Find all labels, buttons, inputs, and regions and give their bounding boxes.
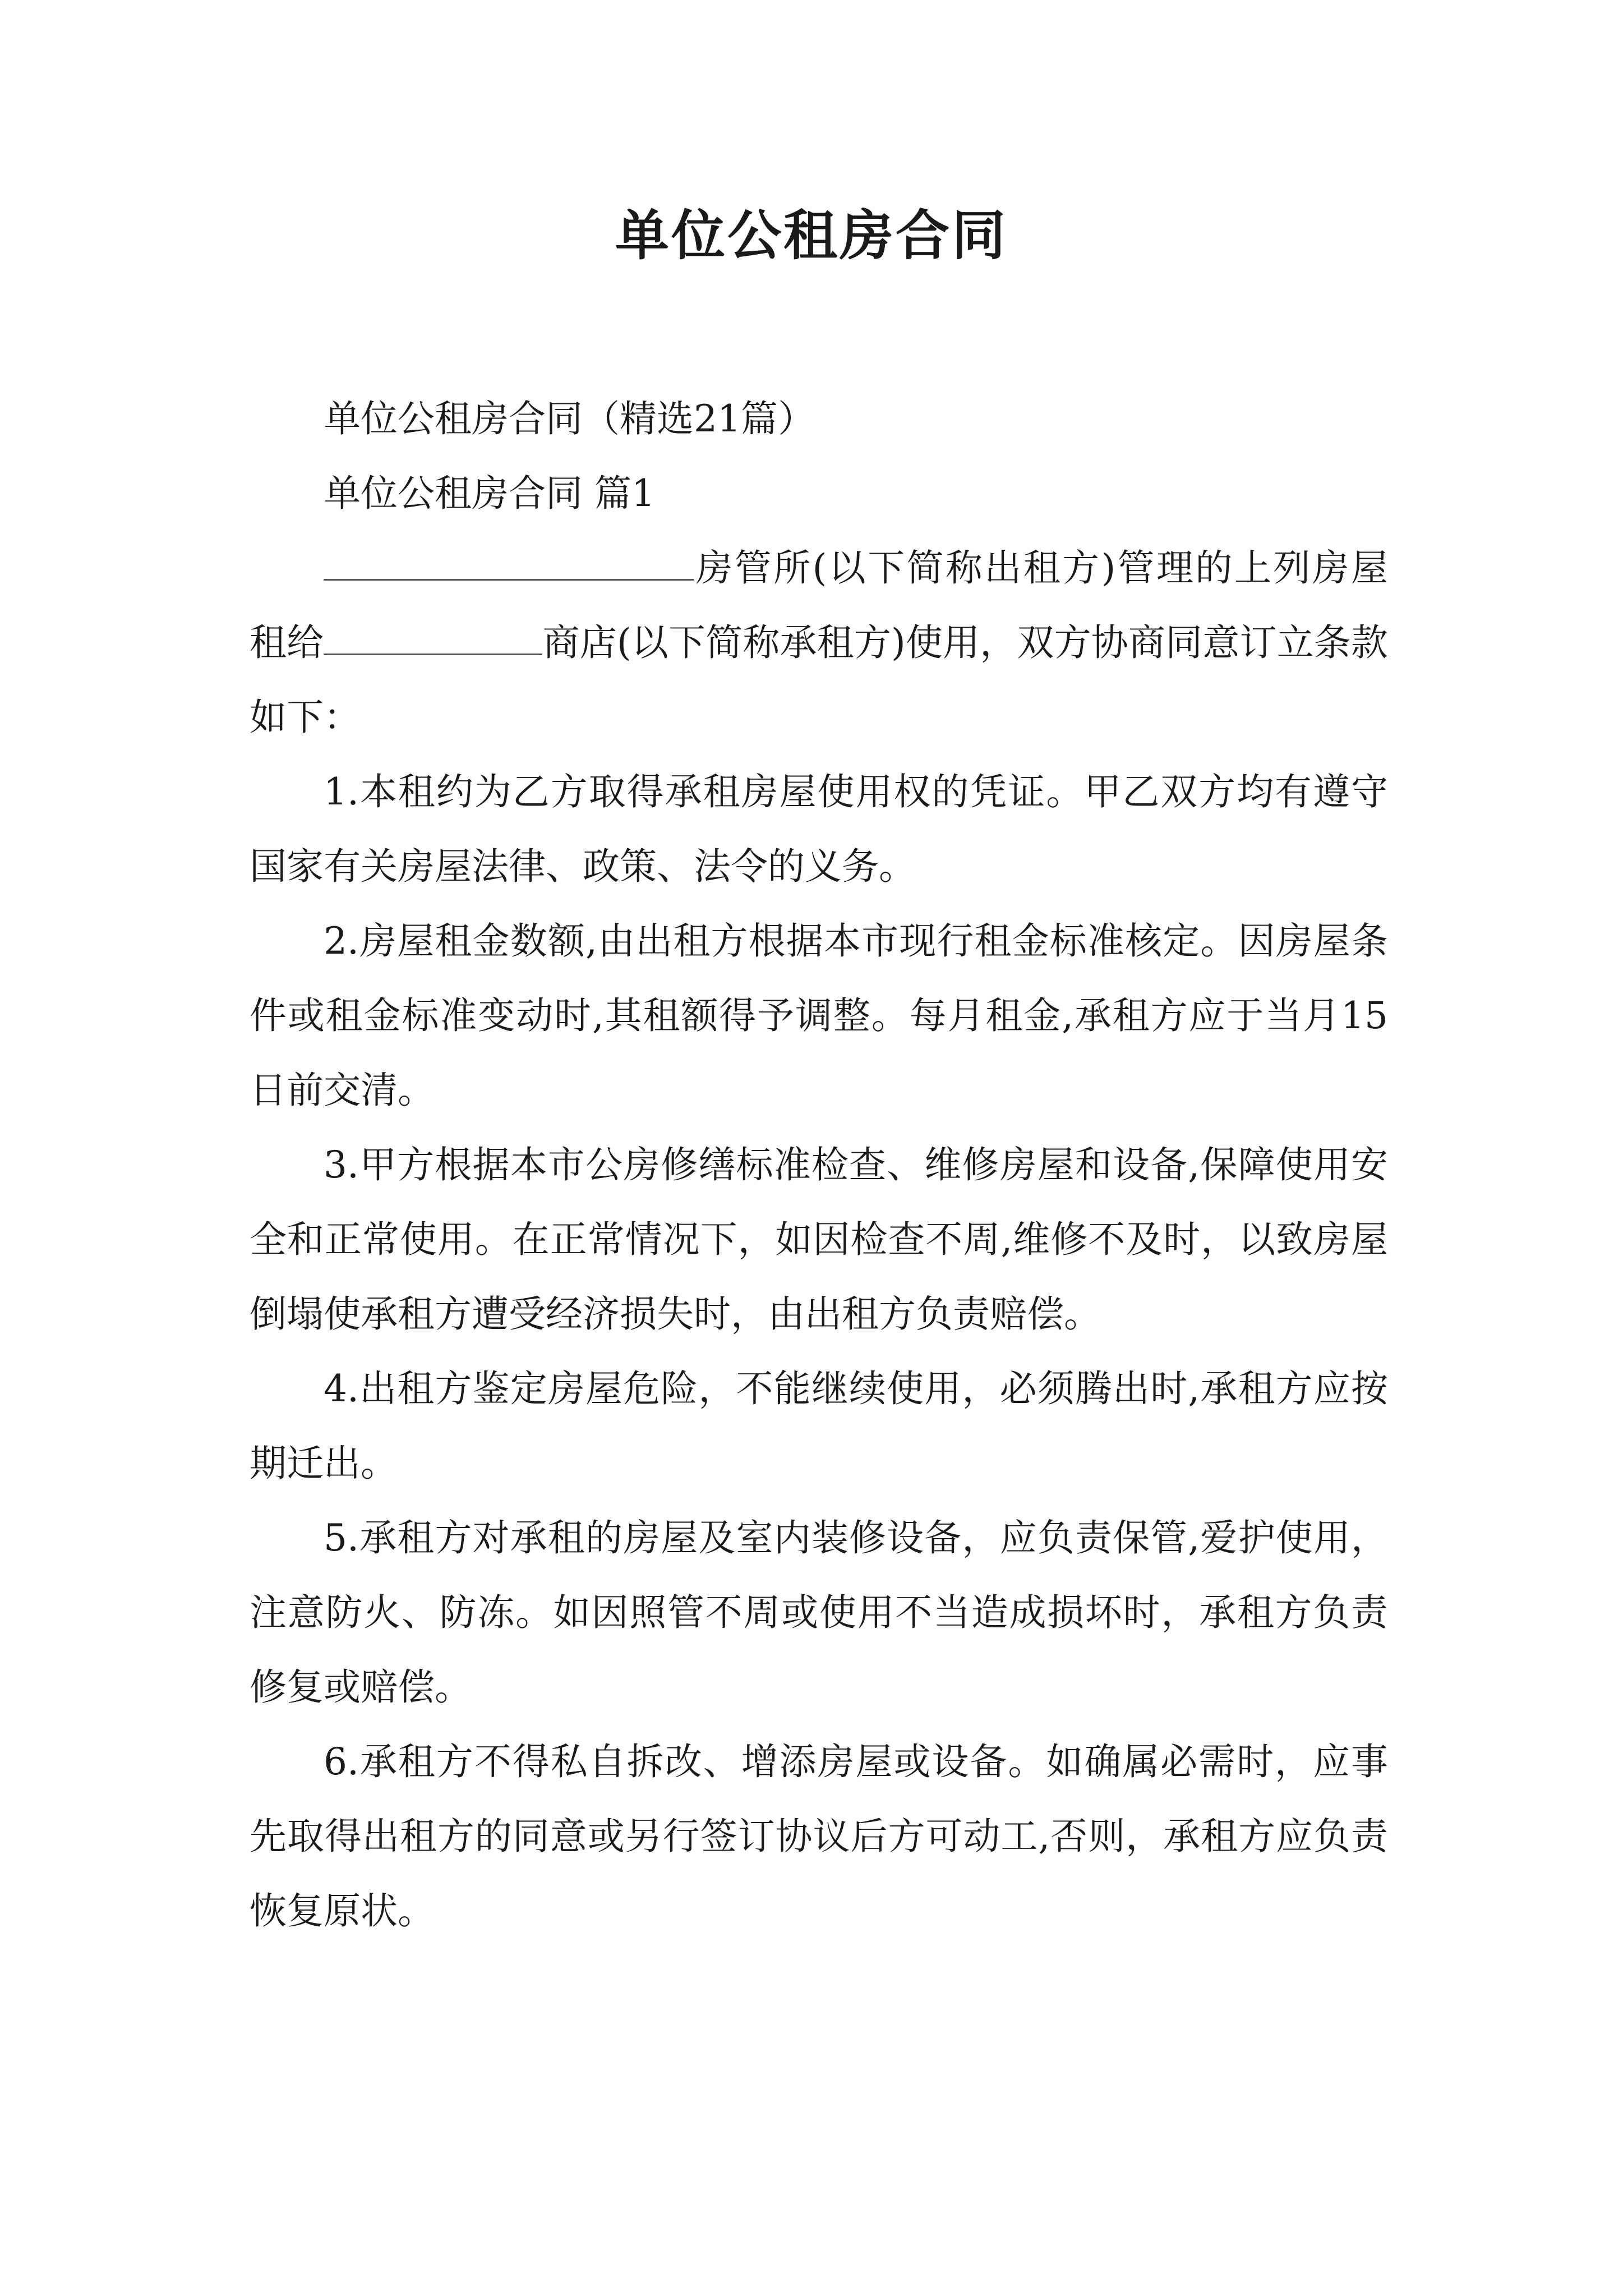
- clause-paragraph: 4.出租方鉴定房屋危险，不能继续使用，必须腾出时,承租方应按期迁出。: [250, 1367, 1388, 1485]
- clause-paragraph: 5.承租方对承租的房屋及室内装修设备，应负责保管,爱护使用，注意防火、防冻。如因照管不周或使用不当造成损坏时，承租方负责修复或赔偿。: [250, 1516, 1388, 1709]
- document-body: [250, 381, 1388, 1948]
- intro-text-1: 房管所(以下简称出租方)管理的上列房屋租给: [250, 546, 1388, 664]
- clause-paragraph: 2.房屋租金数额,由出租方根据本市现行租金标准核定。因房屋条件或租金标准变动时,其租额得予调整。每月租金,承租方应于当月15日前交清。: [250, 919, 1388, 1112]
- document-subtitle: 单位公租房合同（精选21篇）: [324, 397, 815, 440]
- intro-paragraph: [250, 531, 1388, 754]
- document-title: 单位公租房合同: [615, 204, 1008, 267]
- clause-paragraph: 1.本租约为乙方取得承租房屋使用权的凭证。甲乙双方均有遵守国家有关房屋法律、政策、法令的义务。: [250, 770, 1388, 888]
- clause-paragraph: 3.甲方根据本市公房修缮标准检查、维修房屋和设备,保障使用安全和正常使用。在正常情况下，如因检查不周,维修不及时，以致房屋倒塌使承租方遭受经济损失时，由出租方负责赔偿。: [250, 1143, 1388, 1336]
- fill-in-blank: [324, 620, 542, 655]
- clause-paragraph: 6.承租方不得私自拆改、增添房屋或设备。如确属必需时，应事先取得出租方的同意或另行签订协议后方可动工,否则，承租方应负责恢复原状。: [250, 1740, 1388, 1932]
- intro-text-2: 商店(以下简称承租方)使用，双方协商同意订立条款如下：: [250, 621, 1389, 739]
- fill-in-blank: [324, 546, 694, 581]
- section-heading: 单位公租房合同 篇1: [324, 472, 655, 515]
